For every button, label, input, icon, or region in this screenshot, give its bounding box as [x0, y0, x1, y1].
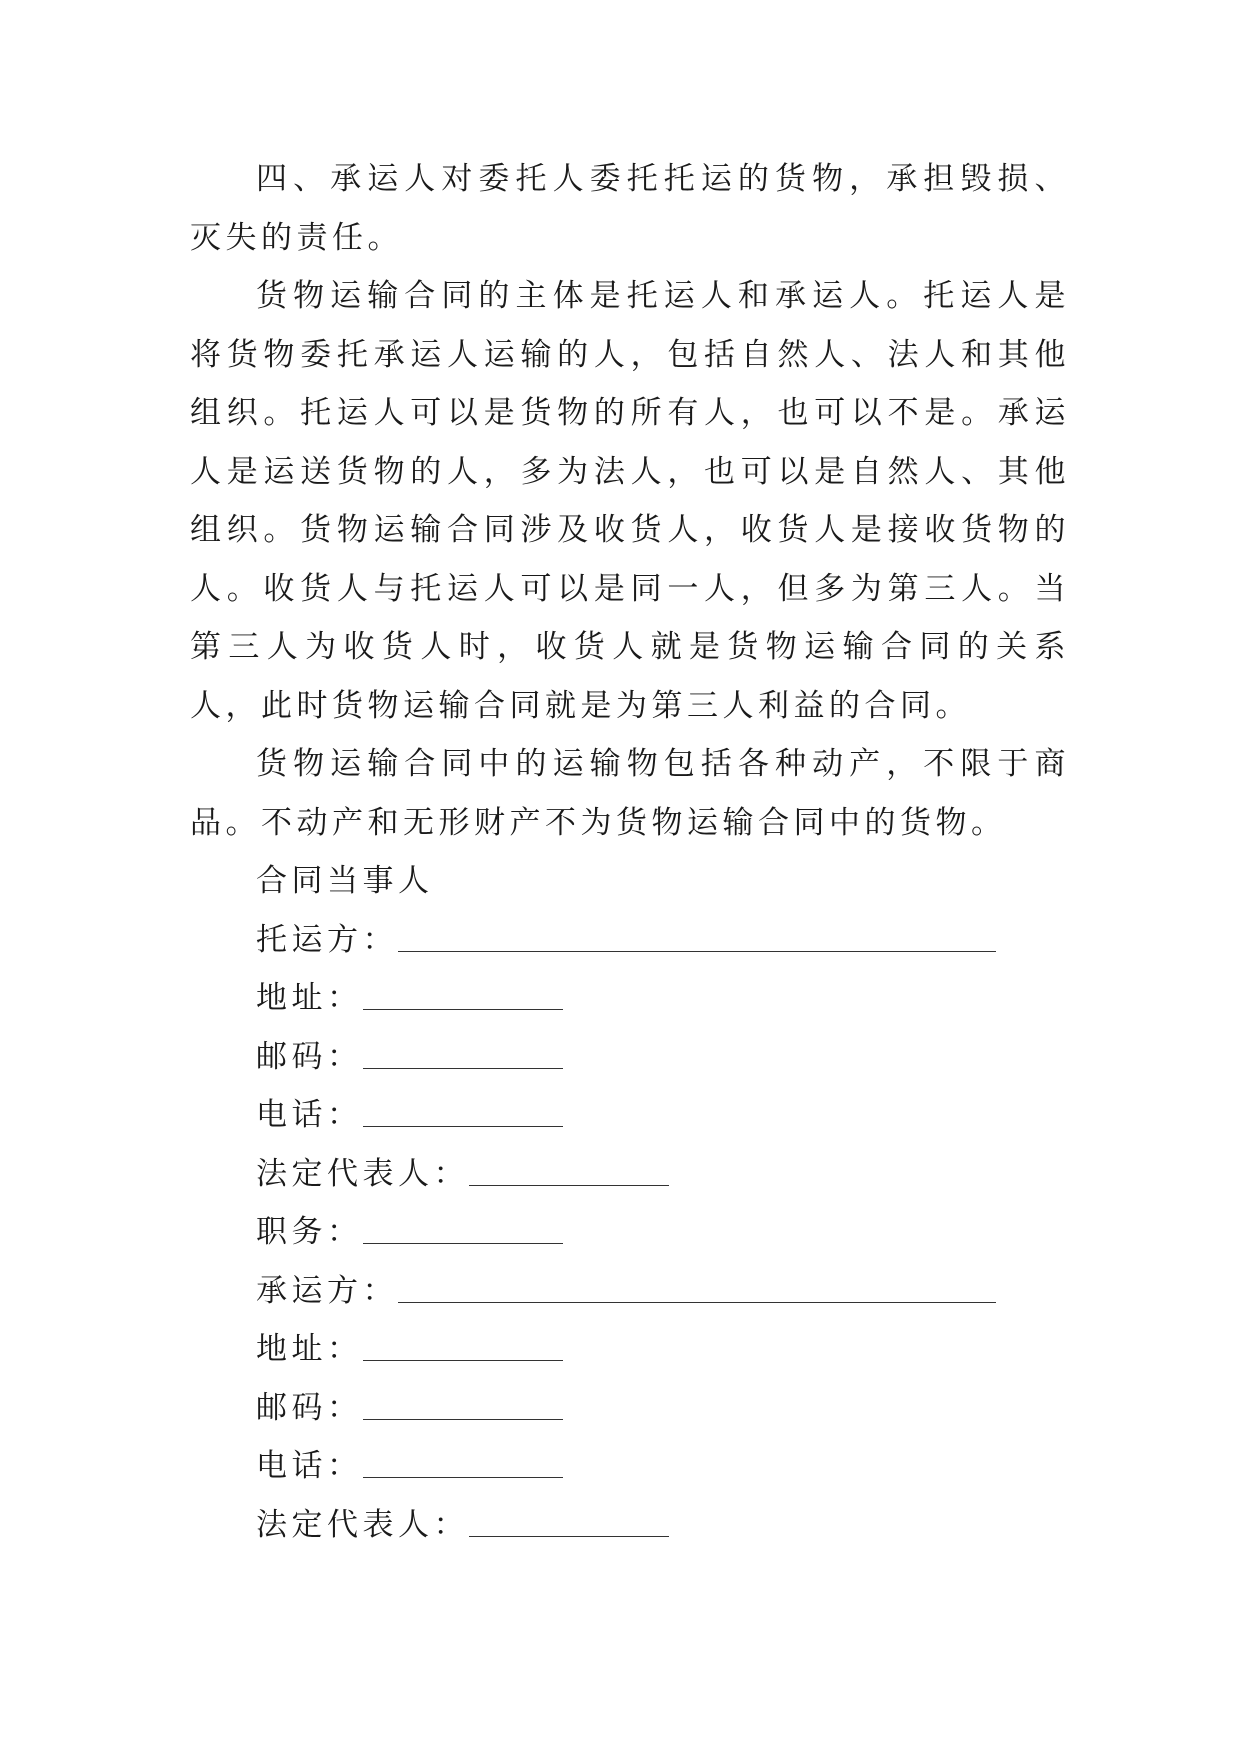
shipper-postcode-row: [190, 1028, 1070, 1087]
carrier-row: [190, 1262, 1070, 1321]
carrier-phone-label: 电话：: [256, 1448, 363, 1484]
carrier-address-label: 地址：: [256, 1331, 363, 1367]
carrier-legal-rep-blank: [469, 1514, 669, 1537]
shipper-address-label: 地址：: [256, 980, 363, 1016]
shipper-label: 托运方：: [256, 921, 398, 958]
shipper-address-blank: [363, 987, 563, 1010]
parties-heading: 合同当事人: [256, 863, 434, 899]
carrier-legal-rep-label: 法定代表人：: [256, 1506, 469, 1543]
carrier-legal-rep-row: [190, 1496, 1070, 1555]
carrier-postcode-row: [190, 1379, 1070, 1438]
shipper-position-label: 职务：: [256, 1214, 363, 1250]
shipper-phone-blank: [363, 1104, 563, 1127]
transport-goods-paragraph: 货物运输合同中的运输物包括各种动产，不限于商品。不动产和无形财产不为货物运输合同中的货物。: [190, 746, 1070, 841]
document-page: [190, 150, 1070, 1554]
shipper-phone-label: 电话：: [256, 1097, 363, 1133]
shipper-postcode-label: 邮码：: [256, 1038, 363, 1075]
carrier-address-blank: [363, 1338, 563, 1361]
shipper-blank: [398, 929, 996, 952]
carrier-blank: [398, 1280, 996, 1303]
shipper-row: [190, 911, 1070, 970]
clause-four-paragraph: 四、承运人对委托人委托托运的货物，承担毁损、灭失的责任。: [190, 161, 1070, 256]
carrier-postcode-label: 邮码：: [256, 1389, 363, 1426]
carrier-postcode-blank: [363, 1397, 563, 1420]
shipper-postcode-blank: [363, 1046, 563, 1069]
shipper-legal-rep-label: 法定代表人：: [256, 1155, 469, 1192]
carrier-phone-row: [190, 1437, 1070, 1496]
contract-parties-paragraph: 货物运输合同的主体是托运人和承运人。托运人是将货物委托承运人运输的人，包括自然人、法人和其他组织。托运人可以是货物的所有人，也可以不是。承运人是运送货物的人，多为法人，也可以是自然人、其他组织。货物运输合同涉及收货人，收货人是接收货物的人。收货人与托运人可以是同一人，但多为第三人。当第三人为收货人时，收货人就是货物运输合同的关系人，此时货物运输合同就是为第三人利益的合同。: [190, 278, 1070, 724]
carrier-address-row: [190, 1320, 1070, 1379]
carrier-label: 承运方：: [256, 1272, 398, 1309]
shipper-legal-rep-row: [190, 1145, 1070, 1204]
shipper-address-row: [190, 969, 1070, 1028]
shipper-phone-row: [190, 1086, 1070, 1145]
shipper-legal-rep-blank: [469, 1163, 669, 1186]
shipper-position-blank: [363, 1221, 563, 1244]
shipper-position-row: [190, 1203, 1070, 1262]
carrier-phone-blank: [363, 1455, 563, 1478]
